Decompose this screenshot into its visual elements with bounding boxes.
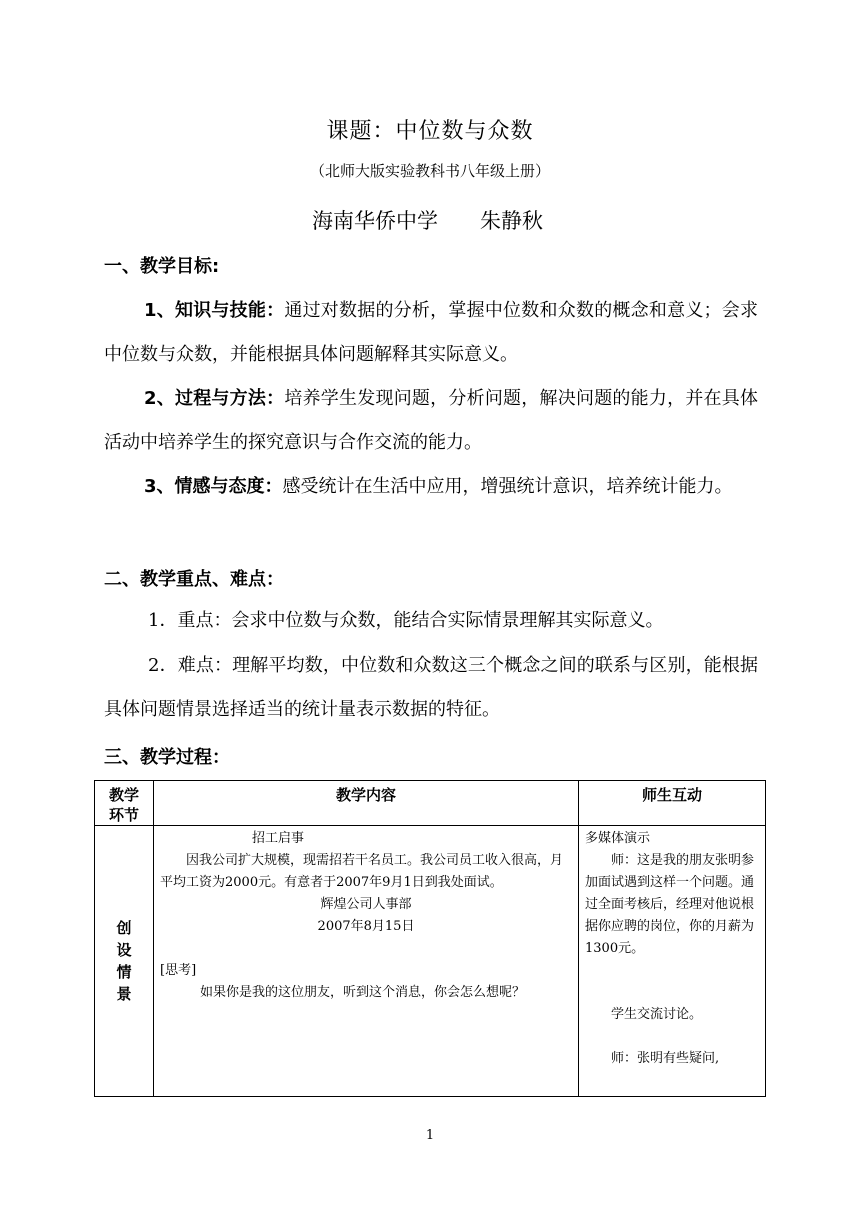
goal-process [104, 377, 758, 465]
header-stage: 教学环节 [95, 781, 154, 826]
goal-process-text: 培养学生发现问题，分析问题，解决问题的能力，并在具体活动中培养学生的探究意识与合作交流的能力。 [104, 388, 758, 453]
interaction-teacher-question: 师：张明有些疑问, [611, 1051, 720, 1066]
think-question: 如果你是我的这位朋友，听到这个消息，你会怎么想呢？ [200, 985, 526, 1000]
stage-label: 创设情景 [116, 919, 132, 1003]
goal-attitude-label: 3、情感与态度： [144, 476, 283, 497]
key-point [104, 599, 758, 643]
content-cell [154, 826, 579, 1097]
key-point-text: 1．重点：会求中位数与众数，能结合实际情景理解其实际意义。 [148, 610, 664, 631]
interaction-student-discussion: 学生交流讨论。 [611, 1007, 703, 1022]
notice-title: 招工启事 [252, 831, 305, 846]
header-content: 教学内容 [154, 781, 579, 826]
goal-knowledge-text: 通过对数据的分析，掌握中位数和众数的概念和意义；会求中位数与众数，并能根据具体问题解释其实际意义。 [104, 300, 758, 365]
goal-attitude [104, 465, 758, 509]
author-line [312, 205, 543, 235]
interaction-multimedia: 多媒体演示 [585, 831, 651, 846]
textbook-subtitle: （北师大版实验教科书八年级上册） [309, 162, 550, 180]
stage-cell [95, 826, 154, 1097]
difficult-point [104, 644, 758, 732]
notice-body: 因我公司扩大规模，现需招若干名员工。我公司员工收入很高，月平均工资为2000元。有意者于2007年9月1日到我处面试。 [160, 853, 564, 890]
goal-process-label: 2、过程与方法： [144, 388, 285, 409]
author-name: 朱静秋 [480, 209, 543, 233]
section-heading-goals: 一、教学目标: [104, 256, 220, 277]
interaction-teacher-intro: 师：这是我的朋友张明参加面试遇到这样一个问题。通过全面考核后，经理对他说根据你应聘的岗位，你的月薪为1300元。 [585, 853, 755, 956]
think-label: [思考] [160, 963, 197, 978]
goal-knowledge-label: 1、知识与技能： [144, 300, 285, 321]
header-interaction: 师生互动 [579, 781, 766, 826]
teaching-process-table [94, 780, 766, 1097]
school-name: 海南华侨中学 [312, 209, 438, 233]
goal-attitude-text: 感受统计在生活中应用，增强统计意识，培养统计能力。 [282, 476, 733, 497]
section-heading-process: 三、教学过程： [104, 747, 230, 768]
page-title: 课题：中位数与众数 [326, 119, 534, 144]
section-heading-key-points: 二、教学重点、难点： [104, 569, 284, 590]
interaction-cell [579, 826, 766, 1097]
page-number: 1 [425, 1128, 435, 1143]
difficult-point-text: 2．难点：理解平均数，中位数和众数这三个概念之间的联系与区别，能根据具体问题情景选择适当的统计量表示数据的特征。 [104, 655, 758, 720]
table-row [95, 826, 766, 1097]
notice-signer: 辉煌公司人事部 [320, 897, 412, 912]
notice-date: 2007年8月15日 [317, 919, 415, 934]
goal-knowledge [104, 289, 758, 377]
table-header-row [95, 781, 766, 826]
